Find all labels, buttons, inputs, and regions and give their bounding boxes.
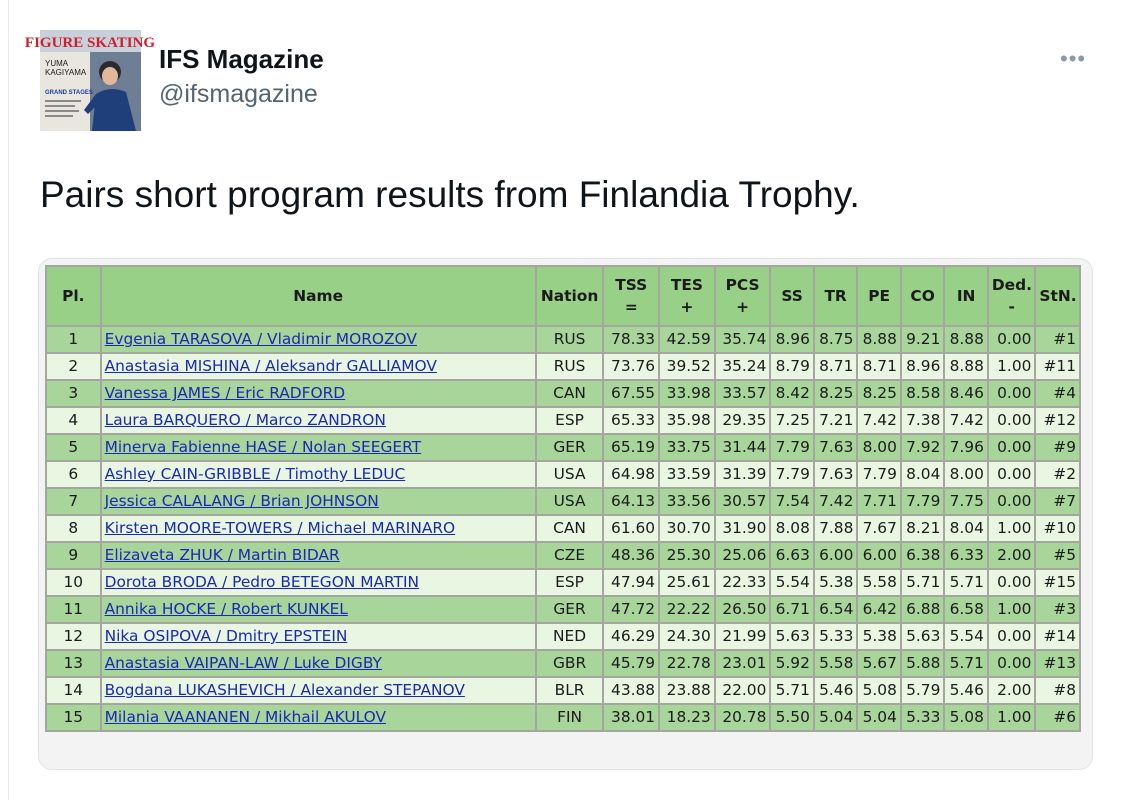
cell-pcs: 31.90 [715, 515, 771, 542]
magazine-cover-image [24, 30, 156, 131]
cell-tes: 23.88 [659, 677, 715, 704]
cell-name [101, 488, 536, 515]
cell-tr: 7.63 [814, 434, 858, 461]
cover-masthead: FIGURE SKATING [24, 35, 156, 51]
cell-tss: 64.98 [603, 461, 659, 488]
cell-stn: #2 [1035, 461, 1080, 488]
cell-tss: 78.33 [603, 326, 659, 353]
cell-place: 6 [46, 461, 101, 488]
cell-co: 6.38 [901, 542, 945, 569]
cell-tes: 22.78 [659, 650, 715, 677]
header-tes: TES + [659, 266, 715, 326]
cell-name [101, 704, 536, 731]
cell-ss: 5.92 [770, 650, 814, 677]
cell-nation: BLR [536, 677, 604, 704]
cell-stn: #11 [1035, 353, 1080, 380]
cell-stn: #8 [1035, 677, 1080, 704]
cell-co: 5.79 [901, 677, 945, 704]
skater-pair-link[interactable]: Jessica CALALANG / Brian JOHNSON [104, 492, 379, 510]
timeline-border [8, 0, 9, 800]
cell-name [101, 326, 536, 353]
cell-ss: 5.54 [770, 569, 814, 596]
cell-tr: 5.38 [814, 569, 858, 596]
cell-nation: CZE [536, 542, 604, 569]
cell-tes: 30.70 [659, 515, 715, 542]
cell-stn: #6 [1035, 704, 1080, 731]
table-row [46, 704, 1080, 731]
cell-tes: 39.52 [659, 353, 715, 380]
cell-tss: 73.76 [603, 353, 659, 380]
cover-line: GRAND STAGES [45, 90, 93, 96]
cell-pcs: 29.35 [715, 407, 771, 434]
cell-ded: 0.00 [988, 326, 1036, 353]
cell-nation: GER [536, 434, 604, 461]
cell-name [101, 569, 536, 596]
cell-ss: 8.42 [770, 380, 814, 407]
cell-in: 6.33 [944, 542, 988, 569]
cell-pe: 7.71 [857, 488, 901, 515]
cell-pcs: 31.44 [715, 434, 771, 461]
cell-ded: 1.00 [988, 704, 1036, 731]
cell-tes: 33.59 [659, 461, 715, 488]
cell-pe: 5.08 [857, 677, 901, 704]
cell-tes: 25.30 [659, 542, 715, 569]
cell-ss: 7.54 [770, 488, 814, 515]
cell-in: 7.96 [944, 434, 988, 461]
cell-nation: USA [536, 488, 604, 515]
cell-tr: 8.25 [814, 380, 858, 407]
cell-co: 5.63 [901, 623, 945, 650]
cell-tss: 65.33 [603, 407, 659, 434]
cell-in: 8.00 [944, 461, 988, 488]
cell-pe: 8.00 [857, 434, 901, 461]
cell-pe: 8.71 [857, 353, 901, 380]
cell-tss: 38.01 [603, 704, 659, 731]
table-row [46, 434, 1080, 461]
cell-ded: 0.00 [988, 623, 1036, 650]
cell-place: 8 [46, 515, 101, 542]
cell-stn: #15 [1035, 569, 1080, 596]
skater-pair-link[interactable]: Anastasia VAIPAN-LAW / Luke DIGBY [104, 654, 382, 672]
cell-ded: 1.00 [988, 596, 1036, 623]
skater-pair-link[interactable]: Milania VAANANEN / Mikhail AKULOV [104, 708, 386, 726]
cell-place: 3 [46, 380, 101, 407]
cell-pcs: 33.57 [715, 380, 771, 407]
cell-nation: CAN [536, 515, 604, 542]
cell-stn: #13 [1035, 650, 1080, 677]
cell-tr: 7.42 [814, 488, 858, 515]
cell-in: 7.75 [944, 488, 988, 515]
cell-pcs: 26.50 [715, 596, 771, 623]
skater-pair-link[interactable]: Vanessa JAMES / Eric RADFORD [104, 384, 346, 402]
header-name: Name [101, 266, 536, 326]
cell-name [101, 380, 536, 407]
cell-place: 14 [46, 677, 101, 704]
author-handle[interactable]: @ifsmagazine [159, 80, 318, 108]
cell-pcs: 22.33 [715, 569, 771, 596]
avatar[interactable] [24, 30, 156, 131]
table-row [46, 569, 1080, 596]
cell-nation: GBR [536, 650, 604, 677]
cell-ss: 8.96 [770, 326, 814, 353]
results-table [45, 265, 1081, 732]
cell-pcs: 22.00 [715, 677, 771, 704]
cell-in: 5.54 [944, 623, 988, 650]
header-nation: Nation [536, 266, 604, 326]
cell-tes: 24.30 [659, 623, 715, 650]
cell-tr: 7.63 [814, 461, 858, 488]
cell-ded: 1.00 [988, 353, 1036, 380]
cell-tr: 5.33 [814, 623, 858, 650]
header-in: IN [944, 266, 988, 326]
cell-place: 5 [46, 434, 101, 461]
cell-tr: 8.75 [814, 326, 858, 353]
cell-place: 1 [46, 326, 101, 353]
cell-pcs: 35.24 [715, 353, 771, 380]
skater-pair-link[interactable]: Bogdana LUKASHEVICH / Alexander STEPANOV [104, 681, 465, 699]
cell-ded: 2.00 [988, 677, 1036, 704]
header-tss: TSS = [603, 266, 659, 326]
header-stn: StN. [1035, 266, 1080, 326]
table-row [46, 596, 1080, 623]
cell-stn: #5 [1035, 542, 1080, 569]
cell-ded: 0.00 [988, 569, 1036, 596]
cell-ded: 1.00 [988, 515, 1036, 542]
skater-pair-link[interactable]: Dorota BRODA / Pedro BETEGON MARTIN [104, 573, 420, 591]
cell-ss: 5.50 [770, 704, 814, 731]
cell-ss: 8.79 [770, 353, 814, 380]
cell-ded: 0.00 [988, 434, 1036, 461]
cell-stn: #14 [1035, 623, 1080, 650]
header-ded: Ded. - [988, 266, 1036, 326]
skater-pair-link[interactable]: Ashley CAIN-GRIBBLE / Timothy LEDUC [104, 465, 406, 483]
cell-stn: #12 [1035, 407, 1080, 434]
table-row [46, 623, 1080, 650]
cell-ded: 0.00 [988, 650, 1036, 677]
cell-nation: ESP [536, 569, 604, 596]
cell-tss: 45.79 [603, 650, 659, 677]
cell-tss: 47.94 [603, 569, 659, 596]
cell-place: 10 [46, 569, 101, 596]
cell-co: 5.71 [901, 569, 945, 596]
table-header-row [46, 266, 1080, 326]
cell-place: 4 [46, 407, 101, 434]
table-row [46, 488, 1080, 515]
cell-stn: #10 [1035, 515, 1080, 542]
cell-stn: #9 [1035, 434, 1080, 461]
cell-pcs: 20.78 [715, 704, 771, 731]
cell-ss: 6.71 [770, 596, 814, 623]
results-body [46, 326, 1080, 731]
cell-tes: 33.75 [659, 434, 715, 461]
cell-ss: 7.79 [770, 461, 814, 488]
cell-place: 7 [46, 488, 101, 515]
cell-in: 8.04 [944, 515, 988, 542]
header-tr: TR [814, 266, 858, 326]
cell-nation: ESP [536, 407, 604, 434]
cell-tr: 5.46 [814, 677, 858, 704]
cell-ded: 2.00 [988, 542, 1036, 569]
cell-pe: 5.58 [857, 569, 901, 596]
cell-place: 12 [46, 623, 101, 650]
table-row [46, 677, 1080, 704]
cell-pe: 8.25 [857, 380, 901, 407]
cell-tr: 7.88 [814, 515, 858, 542]
table-row [46, 650, 1080, 677]
header-pcs: PCS + [715, 266, 771, 326]
table-row [46, 515, 1080, 542]
table-row [46, 353, 1080, 380]
cell-tss: 43.88 [603, 677, 659, 704]
cell-tr: 5.58 [814, 650, 858, 677]
skater-pair-link[interactable]: Anastasia MISHINA / Aleksandr GALLIAMOV [104, 357, 437, 375]
cell-tr: 5.04 [814, 704, 858, 731]
header-co: CO [901, 266, 945, 326]
cell-pe: 7.42 [857, 407, 901, 434]
cell-tr: 6.00 [814, 542, 858, 569]
cell-ss: 5.71 [770, 677, 814, 704]
cell-in: 6.58 [944, 596, 988, 623]
cell-co: 7.79 [901, 488, 945, 515]
table-row [46, 542, 1080, 569]
cell-name [101, 353, 536, 380]
cell-in: 5.71 [944, 569, 988, 596]
cell-in: 7.42 [944, 407, 988, 434]
cell-pe: 8.88 [857, 326, 901, 353]
cell-co: 7.92 [901, 434, 945, 461]
cell-pcs: 21.99 [715, 623, 771, 650]
cell-stn: #1 [1035, 326, 1080, 353]
cell-ss: 6.63 [770, 542, 814, 569]
cell-ded: 0.00 [988, 488, 1036, 515]
cell-pe: 7.67 [857, 515, 901, 542]
cell-place: 15 [46, 704, 101, 731]
cell-nation: RUS [536, 353, 604, 380]
cell-in: 5.08 [944, 704, 988, 731]
cell-name [101, 677, 536, 704]
header-pl: Pl. [46, 266, 101, 326]
cell-pe: 5.67 [857, 650, 901, 677]
cell-co: 5.88 [901, 650, 945, 677]
cell-nation: NED [536, 623, 604, 650]
more-options-icon[interactable]: ••• [1060, 46, 1087, 71]
skater-pair-link[interactable]: Laura BARQUERO / Marco ZANDRON [104, 411, 386, 429]
cell-nation: FIN [536, 704, 604, 731]
cell-ded: 0.00 [988, 407, 1036, 434]
cell-place: 9 [46, 542, 101, 569]
table-row [46, 326, 1080, 353]
cell-pcs: 35.74 [715, 326, 771, 353]
cell-tss: 64.13 [603, 488, 659, 515]
table-row [46, 461, 1080, 488]
cell-tss: 46.29 [603, 623, 659, 650]
cover-name-first: YUMA [45, 59, 69, 68]
cell-co: 8.04 [901, 461, 945, 488]
cell-name [101, 434, 536, 461]
table-row [46, 407, 1080, 434]
author-name[interactable]: IFS Magazine [159, 44, 324, 74]
cell-tss: 48.36 [603, 542, 659, 569]
header-ss: SS [770, 266, 814, 326]
cell-in: 8.46 [944, 380, 988, 407]
cell-name [101, 623, 536, 650]
cell-pcs: 31.39 [715, 461, 771, 488]
cell-tes: 22.22 [659, 596, 715, 623]
cell-ded: 0.00 [988, 380, 1036, 407]
cell-tes: 33.98 [659, 380, 715, 407]
header-pe: PE [857, 266, 901, 326]
cell-nation: RUS [536, 326, 604, 353]
cell-tes: 42.59 [659, 326, 715, 353]
cell-stn: #3 [1035, 596, 1080, 623]
cell-in: 5.46 [944, 677, 988, 704]
cell-nation: GER [536, 596, 604, 623]
cell-name [101, 515, 536, 542]
cell-name [101, 650, 536, 677]
cell-tes: 25.61 [659, 569, 715, 596]
cell-pe: 6.42 [857, 596, 901, 623]
cell-tss: 61.60 [603, 515, 659, 542]
cell-co: 8.58 [901, 380, 945, 407]
skater-pair-link[interactable]: Annika HOCKE / Robert KUNKEL [104, 600, 348, 618]
skater-pair-link[interactable]: Minerva Fabienne HASE / Nolan SEEGERT [104, 438, 422, 456]
cell-ss: 7.25 [770, 407, 814, 434]
table-row [46, 380, 1080, 407]
cell-pe: 5.04 [857, 704, 901, 731]
cell-tr: 8.71 [814, 353, 858, 380]
cell-nation: CAN [536, 380, 604, 407]
cell-co: 7.38 [901, 407, 945, 434]
cell-name [101, 596, 536, 623]
cell-pcs: 23.01 [715, 650, 771, 677]
cover-name-last: KAGIYAMA [45, 68, 87, 77]
cell-name [101, 542, 536, 569]
cell-co: 8.21 [901, 515, 945, 542]
cell-tss: 47.72 [603, 596, 659, 623]
cell-name [101, 461, 536, 488]
cell-tes: 35.98 [659, 407, 715, 434]
cell-tr: 7.21 [814, 407, 858, 434]
cell-ss: 8.08 [770, 515, 814, 542]
cell-name [101, 407, 536, 434]
cell-co: 9.21 [901, 326, 945, 353]
cell-place: 2 [46, 353, 101, 380]
skater-pair-link[interactable]: Kirsten MOORE-TOWERS / Michael MARINARO [104, 519, 456, 537]
cell-tes: 18.23 [659, 704, 715, 731]
cell-pe: 5.38 [857, 623, 901, 650]
cell-co: 6.88 [901, 596, 945, 623]
cell-tr: 6.54 [814, 596, 858, 623]
cell-ss: 5.63 [770, 623, 814, 650]
cell-tss: 65.19 [603, 434, 659, 461]
cell-nation: USA [536, 461, 604, 488]
cell-pcs: 25.06 [715, 542, 771, 569]
cell-pe: 6.00 [857, 542, 901, 569]
cell-tss: 67.55 [603, 380, 659, 407]
cell-in: 8.88 [944, 353, 988, 380]
skater-pair-link[interactable]: Nika OSIPOVA / Dmitry EPSTEIN [104, 627, 348, 645]
cell-stn: #4 [1035, 380, 1080, 407]
cell-place: 13 [46, 650, 101, 677]
cell-co: 5.33 [901, 704, 945, 731]
cell-in: 5.71 [944, 650, 988, 677]
skater-pair-link[interactable]: Elizaveta ZHUK / Martin BIDAR [104, 546, 340, 564]
cell-ded: 0.00 [988, 461, 1036, 488]
cell-tes: 33.56 [659, 488, 715, 515]
cell-in: 8.88 [944, 326, 988, 353]
tweet-text: Pairs short program results from Finlandia Trophy. [40, 174, 860, 215]
cell-pcs: 30.57 [715, 488, 771, 515]
cell-place: 11 [46, 596, 101, 623]
cell-co: 8.96 [901, 353, 945, 380]
cell-ss: 7.79 [770, 434, 814, 461]
skater-pair-link[interactable]: Evgenia TARASOVA / Vladimir MOROZOV [104, 330, 417, 348]
cell-stn: #7 [1035, 488, 1080, 515]
cell-pe: 7.79 [857, 461, 901, 488]
